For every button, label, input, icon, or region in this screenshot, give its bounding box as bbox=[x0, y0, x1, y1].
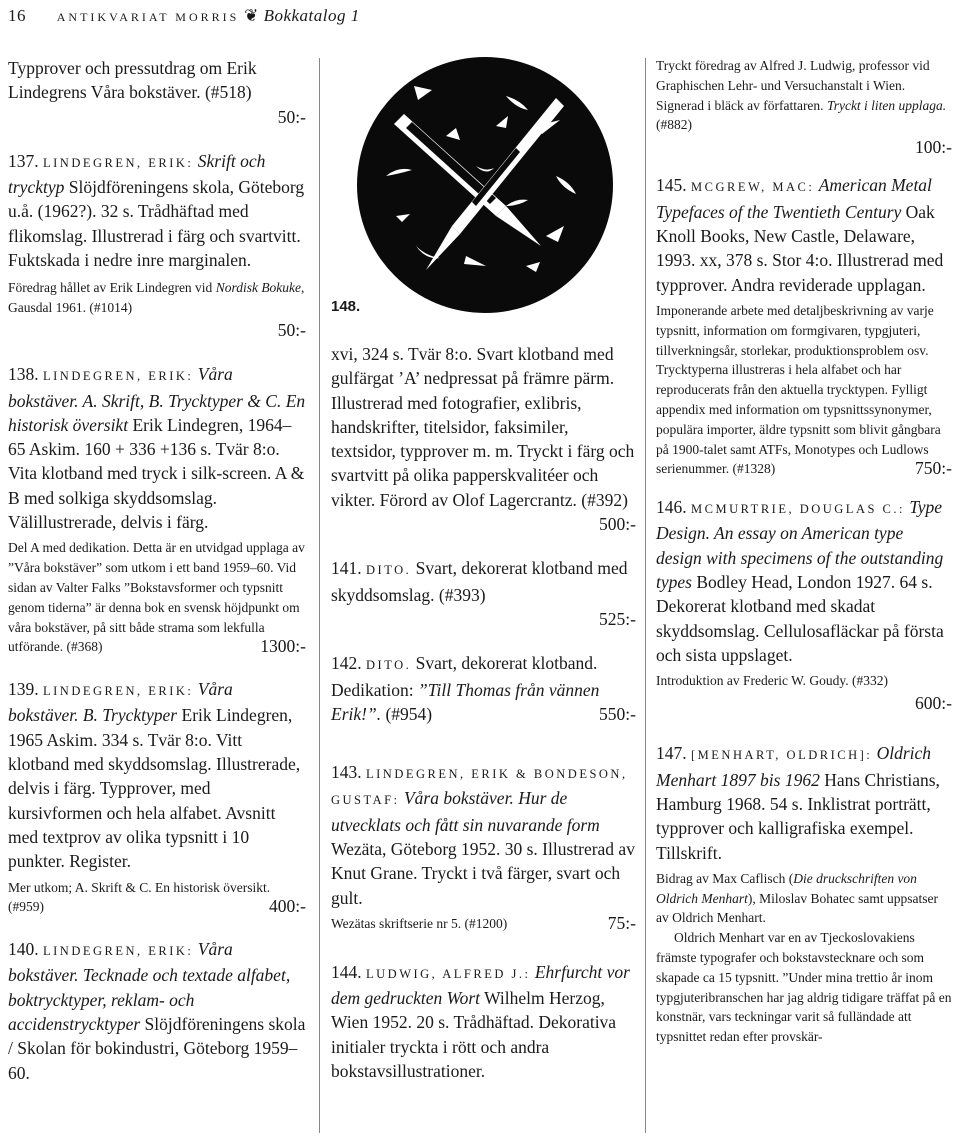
entry-price: 550:- bbox=[599, 703, 636, 724]
column-divider bbox=[645, 58, 646, 1133]
catalog-entry bbox=[8, 56, 306, 129]
entry-note: Imponerande arbete med detaljbeskrivning av varje typsnitt, information om formgivaren, typgjuteri, tillverkningsår, storlekar, produktionsproblem osv. Trycktyperna illustreras i hela alfabet och har reproducerats från den aktuella trycktypen. Fylligt appendix med information om typsnittssynonymer, populära importer, äldre typsnitt som blivit gångbara på 1900-talet samt ATFs, Monotypes och Ludlows serienummer. (#1328) bbox=[656, 302, 941, 477]
column-2 bbox=[331, 342, 636, 1083]
entry-author: LINDEGREN, ERIK & BONDESON, GUSTAF: bbox=[331, 767, 628, 808]
catalog-entry-144-continued bbox=[656, 56, 952, 159]
entry-description: Slöjdföreningens skola / Skolan för bokindustri, Göteborg 1959–60. bbox=[8, 1013, 306, 1083]
entry-price: 1300:- bbox=[260, 636, 306, 657]
entry-price: 500:- bbox=[599, 514, 636, 535]
catalog-entry-143 bbox=[331, 760, 636, 934]
entry-price: 525:- bbox=[599, 608, 636, 629]
entry-number: 141. bbox=[331, 558, 362, 579]
entry-description: Svart, dekorerat klotband. Dedikation: bbox=[331, 653, 598, 700]
entry-number: 138. bbox=[8, 364, 39, 385]
entry-author: LINDEGREN, ERIK: bbox=[43, 369, 194, 384]
entry-number: 145. bbox=[656, 175, 687, 196]
entry-description: Hans Christians, Hamburg 1968. 54 s. Inklistrat porträtt, typprover och kalligrafiska exempel. Tillskrift. bbox=[656, 769, 940, 863]
column-1 bbox=[8, 56, 306, 1085]
entry-description: Erik Lindegren, 1965 Askim. 334 s. Tvär 8:o. Vitt klotband med skyddsomslag. Illustrerade, delvis i färg. Typprover, med kursivformen och hela alfabet. Avsnitt med textprov av olika typsnitt i 10 punkter. Register. bbox=[8, 705, 301, 872]
catalog-entry-146 bbox=[656, 495, 952, 715]
catalog-title: Bokkatalog 1 bbox=[263, 6, 360, 25]
entry-description: Svart, dekorerat klotband med skyddsomslag. (#393) bbox=[331, 558, 628, 605]
entry-author: LINDEGREN, ERIK: bbox=[43, 944, 194, 959]
catalog-entry-138 bbox=[8, 362, 306, 657]
catalog-entry-144 bbox=[331, 960, 636, 1083]
entry-author: [MENHART, OLDRICH]: bbox=[691, 748, 873, 763]
entry-note: Föredrag hållet av Erik Lindegren vid Nordisk Bokuke, Gausdal 1961. (#1014) bbox=[8, 280, 305, 316]
catalog-entry-137 bbox=[8, 149, 306, 342]
entry-price: 75:- bbox=[607, 912, 636, 933]
entry-description: Wilhelm Herzog, Wien 1952. 20 s. Trådhäftad. Dekorativa initialer tryckta i rött och andra bokstavsillustrationer. bbox=[331, 988, 617, 1081]
entry-title: Våra bokstäver. Tecknade och textade alfabet, boktrycktyper, reklam- och accidenstrycktyper bbox=[8, 939, 291, 1034]
entry-author: LINDEGREN, ERIK: bbox=[43, 684, 194, 699]
entry-price: 400:- bbox=[269, 896, 306, 917]
entry-description: xvi, 324 s. Tvär 8:o. Svart klotband med gulfärgat ’A’ nedpressat på främre pärm. Illustrerad med fotografier, exlibris, handskrifter, titelsidor, faksimiler, textsidor, typprover m. m. Tryckt i färg och svartvitt på olika papperskvalitéer och vikter. Förord av Olof Lagercrantz. (#392) bbox=[331, 344, 635, 510]
catalog-entry-142 bbox=[331, 651, 636, 726]
entry-number: 139. bbox=[8, 679, 39, 700]
page-header bbox=[8, 6, 360, 26]
entry-ref: (#954) bbox=[385, 703, 433, 724]
catalog-entry-147 bbox=[656, 741, 952, 1047]
entry-number: 147. bbox=[656, 743, 687, 764]
column-3 bbox=[656, 56, 952, 1047]
entry-title: Våra bokstäver. B. Trycktyper bbox=[8, 679, 233, 726]
entry-note: Del A med dedikation. Detta är en utvidgad upplaga av ”Våra bokstäver” som utkom i ett band 1959–60. Vid sidan av Valter Falks ”Bokstavsformer och typsnitt genom tiderna” är denna bok en svensk höjdpunkt om våra bokstäver, på sitt både strama som lekfulla utförande. (#368) bbox=[8, 540, 305, 655]
entry-title: Oldrich Menhart 1897 bis 1962 bbox=[656, 743, 932, 790]
entry-description: Erik Lindegren, 1964–65 Askim. 160 + 336 +136 s. Tvär 8:o. Vita klotband med tryck i silk-screen. A & B med solkiga skyddsomslag. Välillustrerade, delvis i färg. bbox=[8, 414, 305, 533]
entry-price: 600:- bbox=[915, 693, 952, 714]
publisher-name: ANTIKVARIAT MORRIS bbox=[56, 10, 240, 24]
entry-title: American Metal Typefaces of the Twentieth Century bbox=[656, 175, 932, 222]
entry-number: 137. bbox=[8, 150, 39, 171]
entry-number: 143. bbox=[331, 762, 362, 783]
catalog-entry-141 bbox=[331, 556, 636, 631]
entry-price: 50:- bbox=[277, 319, 306, 340]
entry-number: 146. bbox=[656, 497, 687, 518]
entry-author: LUDWIG, ALFRED J.: bbox=[366, 966, 531, 981]
entry-note: Mer utkom; A. Skrift & C. En historisk översikt. (#959) bbox=[8, 879, 271, 915]
entry-note-continued: Oldrich Menhart var en av Tjeckoslovakiens främste typografer och bokstavstecknare och som skapade ca 15 typsnitt. ”Under mina trettio år inom typgjuteribranschen har jag aldrig tidigare träffat på en konstnär, vars teckningar varit så fulländade att typsnittet redan efter provskär- bbox=[656, 930, 952, 1045]
entry-note: Wezätas skriftserie nr 5. (#1200) bbox=[331, 915, 508, 931]
column-divider bbox=[319, 58, 320, 1133]
entry-title: Våra bokstäver. Hur de utvecklats och fått sin nuvarande form bbox=[331, 788, 600, 835]
entry-number: 140. bbox=[8, 939, 39, 960]
entry-note: Introduktion av Frederic W. Goudy. (#332) bbox=[656, 673, 888, 689]
entry-number: 144. bbox=[331, 961, 362, 982]
catalog-entry-139 bbox=[8, 677, 306, 917]
entry-author: LINDEGREN, ERIK: bbox=[43, 155, 194, 170]
entry-author: MCGREW, MAC: bbox=[691, 180, 815, 195]
entry-description: Slöjdföreningens skola, Göteborg u.å. (1962?). 32 s. Trådhäftad med flikomslag. Illustrerad i färg och svartvitt. Fuktskada i nedre inre marginalen. bbox=[8, 177, 305, 271]
entry-number: 142. bbox=[331, 653, 362, 674]
entry-price: 750:- bbox=[915, 458, 952, 479]
catalog-entry-140-continued bbox=[331, 342, 636, 536]
entry-title: Ehrfurcht vor dem gedruckten Wort bbox=[331, 961, 630, 1009]
entry-note: Tryckt föredrag av Alfred J. Ludwig, professor vid Graphischen Lehr- und Versuchanstalt i Wien. Signerad i bläck av författaren. Tryckt i liten upplaga. (#882) bbox=[656, 58, 947, 133]
entry-price: 100:- bbox=[915, 137, 952, 158]
entry-dedication: ”Till Thomas från vännen Erik!”. bbox=[331, 679, 600, 724]
catalog-entry-145 bbox=[656, 173, 952, 479]
page-number: 16 bbox=[8, 6, 26, 25]
entry-title: Våra bokstäver. A. Skrift, B. Trycktyper & C. En historisk översikt bbox=[8, 364, 306, 435]
entry-author: DITO. bbox=[366, 563, 412, 578]
catalog-entry-140 bbox=[8, 937, 306, 1085]
entry-description: Wezäta, Göteborg 1952. 30 s. Illustrerad av Knut Grane. Tryckt i två färger, svart och gult. bbox=[331, 839, 635, 908]
ornament-icon: ❦ bbox=[244, 6, 259, 25]
entry-description: Bodley Head, London 1927. 64 s. Dekorerat klotband med skadat skyddsomslag. Cellulosafläckar på första och sista uppslaget. bbox=[656, 572, 944, 665]
entry-description: Oak Knoll Books, New Castle, Delaware, 1993. xx, 378 s. Stor 4:o. Illustrerad med typprover. Andra reviderade upplagan. bbox=[656, 201, 944, 295]
entry-title: Skrift och trycktyp bbox=[8, 150, 266, 198]
entry-title: Type Design. An essay on American type design with specimens of the outstanding types bbox=[656, 497, 944, 593]
entry-author: DITO. bbox=[366, 658, 412, 673]
entry-price: 50:- bbox=[277, 106, 306, 127]
figure-caption: 148. bbox=[331, 298, 361, 315]
entry-description: Typprover och pressutdrag om Erik Lindegrens Våra bokstäver. (#518) bbox=[8, 58, 257, 103]
entry-note: Bidrag av Max Caflisch (Die druckschriften von Oldrich Menhart), Miloslav Bohatec samt uppsatser av Oldrich Menhart. bbox=[656, 870, 938, 926]
entry-author: MCMURTRIE, DOUGLAS C.: bbox=[691, 502, 905, 517]
book-cover-figure bbox=[356, 56, 614, 314]
black-disc bbox=[357, 57, 613, 313]
